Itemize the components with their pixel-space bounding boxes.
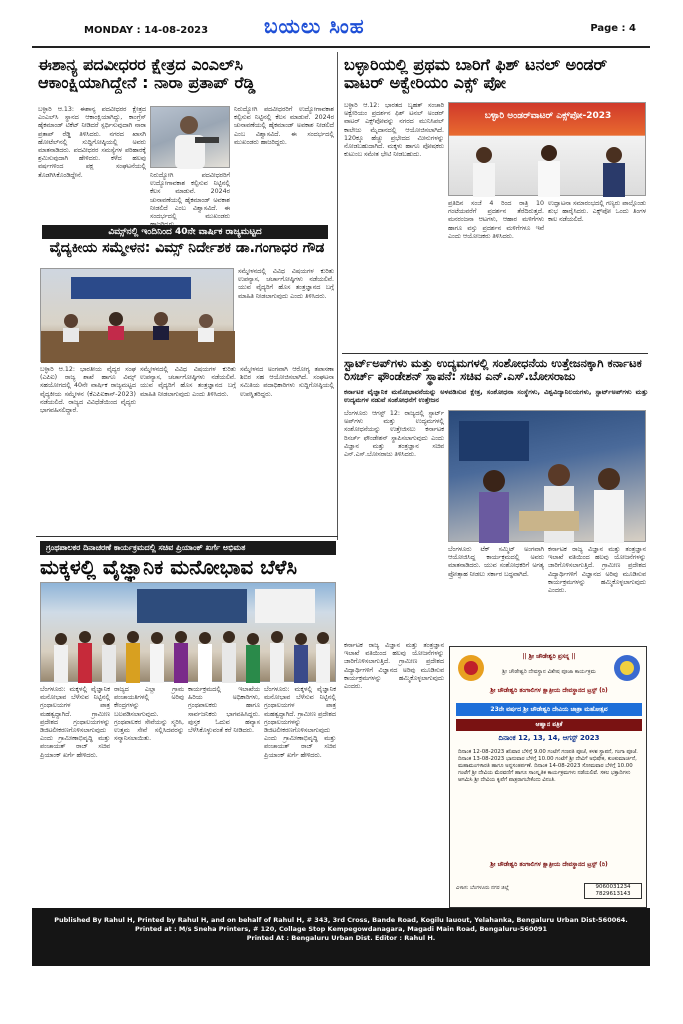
section-divider [342,353,648,354]
imprint-line-publisher: Published By Rahul H, Printed by Rahul H, and on behalf of Rahul H, # 343, 3rd Cross, Bande Road, Kogilu lauout, Yelahanka, Bengaluru Urban Dist-560064. [54,916,628,924]
page-number: Page : 4 [590,23,636,34]
story4-body-col1: ಬೆಂಗಳೂರು ಆಗಸ್ಟ್ 12: ರಾಜ್ಯದಲ್ಲಿ ಸ್ಟಾರ್ಟ್ ಅಪ್‌ಗಳು ಮತ್ತು ಉದ್ಯಮಗಳಲ್ಲಿ ಸಂಶೋಧನೆಯನ್ನು ಉತ್ತೇಜಿಸಲು ಕರ್ನಾಟಕ ರಿಸರ್ಚ್ ಫೌಂಡೇಶನ್ ಸ್ಥಾಪಿಸಲಾಗುವುದು ಎಂದು ವಿಜ್ಞಾನ ಮತ್ತು ತಂತ್ರಜ್ಞಾನ ಸಚಿವ ಎನ್.ಎಸ್.ಬೋಸರಾಜು ತಿಳಿಸಿದರು. [344,410,444,459]
ad-address: ವಿಳಾಸ: ಬೆಂಗಳೂರು ನಗರ ಜಿಲ್ಲೆ [456,885,509,891]
story5-headline: ಮಕ್ಕಳಲ್ಲಿ ವೈಜ್ಞಾನಿಕ ಮನೋಭಾವ ಬೆಳೆಸಿ [40,555,297,579]
story4-body-col2: ಬೆಂಗಳೂರು ಟೆಕ್ ಸಮ್ಮಿಟ್ ಅಂಗವಾಗಿ ಆಯೋಜಿಸಿದ್ದ ಕಾರ್ಯಕ್ರಮದಲ್ಲಿ ಅವರು ಮಾತನಾಡಿದರು. ಯುವ ಸಂಶೋಧಕರಿಗೆ ಅಗತ್ಯ ಪ್ರೋತ್ಸಾಹ ನೀಡಲು ಸರ್ಕಾರ ಬದ್ಧವಾಗಿದೆ. [448,546,544,578]
story3-body-right: ಸಮ್ಮೇಳನದಲ್ಲಿ ವಿವಿಧ ವಿಷಯಗಳ ಕುರಿತು ಉಪನ್ಯಾಸ, ಚರ್ಚಾಗೋಷ್ಠಿಗಳು ನಡೆಯಲಿವೆ. ಯುವ ವೈದ್ಯರಿಗೆ ಹೊಸ ತಂತ್ರಜ್ಞಾನದ ಬಗ್ಗೆ ಮಾಹಿತಿ ನೀಡಲಾಗುವುದು ಎಂದು ತಿಳಿಸಿದರು. [238,268,334,300]
minister-event-icon [449,411,647,543]
ad-footer-trust: ಶ್ರೀ ಚೌಡೇಶ್ವರಿ ತಂಗಾಲಿಗಳ ಕ್ಷಾತ್ರೀಯ ದೇವಸ್ಥಾನದ ಟ್ರಸ್ಟ್ (ರಿ) [490,861,608,868]
story5-photo [40,582,336,682]
story5-body-col3: ಕಾರ್ಯಕ್ರಮದಲ್ಲಿ ಇಲಾಖೆಯ ಹಿರಿಯ ಅಧಿಕಾರಿಗಳು, ಗ್ರಂಥಪಾಲಕರು ಹಾಗೂ ಸಾರ್ವಜನಿಕರು ಭಾಗವಹಿಸಿದ್ದರು. ಪುಸ್ತಕ ಓದುವ ಹವ್ಯಾಸ ಬೆಳೆಸಿಕೊಳ್ಳುವಂತೆ ಕರೆ ನೀಡಿದರು. [188,686,260,735]
conference-photo-icon [41,269,235,363]
ad-subtitle: ಶ್ರೀ ಚೌಡೇಶ್ವರಿ ದೇವಸ್ಥಾನ ವಿಶೇಷ ಪೂಜಾ ಕಾರ್ಯಕ್ರಮ [502,669,596,675]
story1-photo [150,106,230,168]
story2-body-col3: ಉದ್ಘಾಟನಾ ಸಮಾರಂಭದಲ್ಲಿ ಗಣ್ಯರು ಪಾಲ್ಗೊಂಡು ಶುಭ ಹಾರೈಸಿದರು. ಎಕ್ಸ್‌ಪೋ ಒಂದು ತಿಂಗಳ ಕಾಲ ನಡೆಯಲಿದೆ. [548,200,646,224]
ad-festival-bar: 23ನೇ ವರ್ಷದ ಶ್ರೀ ಚೌಡೇಶ್ವರಿ ದೇವಿಯ ಜಾತ್ರಾ ಮಹೋತ್ಸವ [456,703,642,716]
ad-invitation-bar: ಆಹ್ವಾನ ಪತ್ರಿಕೆ [456,719,642,731]
temple-festival-ad [449,646,647,908]
imprint-line-printer: Printed at : M/s Sneha Printers, # 120, Collage Stop Kempegowdanagara, Magadi Main Road, Bengaluru-560091 [134,925,548,933]
story3-body-col3: ಸಮ್ಮೇಳನದ ಅಂಗವಾಗಿ ಆರೋಗ್ಯ ತಪಾಸಣಾ ಶಿಬಿರ ಸಹ ಆಯೋಜಿಸಲಾಗಿದೆ. ಸಂಘಟನಾ ಸಮಿತಿಯ ಪದಾಧಿಕಾರಿಗಳು ಸುದ್ದಿಗೋಷ್ಠಿಯಲ್ಲಿ ಉಪಸ್ಥಿತರಿದ್ದರು. [240,366,334,398]
story2-headline: ಬಳ್ಳಾರಿಯಲ್ಲಿ ಪ್ರಥಮ ಬಾರಿಗೆ ಫಿಶ್ ಟನಲ್ ಅಂಡರ್ ವಾಟರ್ ಅಕ್ವೇರಿಯಂ ಎಕ್ಸ್ ಪೋ [344,55,608,92]
story4-photo [448,410,646,542]
ad-trust-name: ಶ್ರೀ ಚೌಡೇಶ್ವರಿ ತಂಗಾಲಿಗಳ ಕ್ಷಾತ್ರೀಯ ದೇವಸ್ಥಾನದ ಟ್ರಸ್ಟ್ (ರಿ) [490,687,608,694]
ad-program-details: ದಿನಾಂಕ 12-08-2023 ಶನಿವಾರ ಬೆಳಿಗ್ಗೆ 9.00 ಗಂಟೆಗೆ ಗಣಪತಿ ಪೂಜೆ, ಕಳಶ ಸ್ಥಾಪನೆ, ಗಂಗಾ ಪೂಜೆ. ದಿನಾಂಕ 13-08-2023 ಭಾನುವಾರ ಬೆಳಿಗ್ಗೆ 10.00 ಗಂಟೆಗೆ ಶ್ರೀ ದೇವಿಗೆ ಅಭಿಷೇಕ, ಕುಂಕುಮಾರ್ಚನೆ, ಮಹಾಮಂಗಳಾರತಿ ಹಾಗೂ ಅನ್ನಸಂತರ್ಪಣೆ. ದಿನಾಂಕ 14-08-2023 ಸೋಮವಾರ ಬೆಳಿಗ್ಗೆ 10.00 ಗಂಟೆಗೆ ಶ್ರೀ ದೇವಿಯ ಮೆರವಣಿಗೆ ಹಾಗೂ ಸಾಂಸ್ಕೃತಿಕ ಕಾರ್ಯಕ್ರಮಗಳು ನಡೆಯಲಿವೆ. ಸಕಲ ಭಕ್ತಾದಿಗಳು ಆಗಮಿಸಿ ಶ್ರೀ ದೇವಿಯ ಕೃಪೆಗೆ ಪಾತ್ರರಾಗಬೇಕೆಂದು ವಿನಂತಿ. [458,749,638,783]
newspaper-title: ಬಯಲು ಸಿಂಹ [264,14,365,38]
imprint-line-editor: Printed At : Bengaluru Urban Dist. Editor : Rahul H. [246,934,436,942]
story2-photo [448,102,646,196]
story3-body-col2: ಸಮ್ಮೇಳನದಲ್ಲಿ ವಿವಿಧ ವಿಷಯಗಳ ಕುರಿತು ಉಪನ್ಯಾಸ, ಚರ್ಚಾಗೋಷ್ಠಿಗಳು ನಡೆಯಲಿವೆ. ಯುವ ವೈದ್ಯರಿಗೆ ಹೊಸ ತಂತ್ರಜ್ಞಾನದ ಬಗ್ಗೆ ಮಾಹಿತಿ ನೀಡಲಾಗುವುದು ಎಂದು ತಿಳಿಸಿದರು. [140,366,236,398]
story3-headline: ವೈದ್ಯಕೀಯ ಸಮ್ಮೇಳನ: ವಿಮ್ಸ್ ನಿರ್ದೇಶಕ ಡಾ.ಗಂಗಾಧರ ಗೌಡ [49,240,325,256]
ad-header: || ಶ್ರೀ ಚೌಡೇಶ್ವರಿ ಪ್ರಸನ್ನ || [522,653,576,660]
ad-dates: ದಿನಾಂಕ 12, 13, 14, ಆಗಸ್ಟ್ 2023 [498,734,600,742]
story5-body-col1: ಬೆಂಗಳೂರು: ಮಕ್ಕಳಲ್ಲಿ ವೈಜ್ಞಾನಿಕ ಮನೋಭಾವ ಬೆಳೆಸುವ ನಿಟ್ಟಿನಲ್ಲಿ ಗ್ರಂಥಾಲಯಗಳ ಪಾತ್ರ ಮಹತ್ವದ್ದಾಗಿದೆ. ಗ್ರಾಮೀಣ ಪ್ರದೇಶದ ಗ್ರಂಥಾಲಯಗಳನ್ನು ಡಿಜಿಟಲೀಕರಣಗೊಳಿಸಲಾಗುವುದು ಎಂದು ಗ್ರಾಮೀಣಾಭಿವೃದ್ಧಿ ಮತ್ತು ಪಂಚಾಯತ್ ರಾಜ್ ಸಚಿವ ಪ್ರಿಯಾಂಕ್ ಖರ್ಗೆ ಹೇಳಿದರು. [40,686,110,759]
story2-body-col2: ಪ್ರತಿದಿನ ಸಂಜೆ 4 ರಿಂದ ರಾತ್ರಿ 10 ಗಂಟೆಯವರೆಗೆ ಪ್ರದರ್ಶನ ತೆರೆದಿರುತ್ತದೆ. ಮನರಂಜನಾ ಆಟಗಳು, ಆಹಾರ ಮಳಿಗೆಗಳು ಹಾಗೂ ವಸ್ತು ಪ್ರದರ್ಶನ ಮಳಿಗೆಗಳೂ ಇವೆ ಎಂದು ಆಯೋಜಕರು ತಿಳಿಸಿದರು. [448,200,544,240]
story3-body-col1: ಬಳ್ಳಾರಿ ಆ.12: ಭಾರತೀಯ ವೈದ್ಯರ ಸಂಘ (ಎಪಿಐ) ರಾಜ್ಯ ಶಾಖೆ ಹಾಗೂ ವಿಮ್ಸ್ ಸಹಯೋಗದಲ್ಲಿ 40ನೇ ವಾರ್ಷಿಕ ರಾಜ್ಯಮಟ್ಟದ ವೈದ್ಯಕೀಯ ಸಮ್ಮೇಳನ (ಕೆಎಪಿಐಕಾನ್-2023) ನಡೆಯಲಿದೆ. ರಾಜ್ಯದ ವಿವಿಧೆಡೆಯಿಂದ ವೈದ್ಯರು ಭಾಗವಹಿಸಲಿದ್ದಾರೆ. [40,366,136,415]
story4-headline: ಸ್ಟಾರ್ಟ್‌ಅಪ್‌ಗಳು ಮತ್ತು ಉದ್ಯಮಗಳಲ್ಲಿ ಸಂಶೋಧನೆಯ ಉತ್ತೇಜನಕ್ಕಾಗಿ ಕರ್ನಾಟಕ ರಿಸರ್ಚ್ ಫೌಂಡೇಶನ್ ಸ್ಥಾಪನೆ: ಸಚಿವ ಎನ್.ಎಸ್.ಬೋಸರಾಜು [344,356,642,383]
column-divider [337,52,338,540]
story1-body-right: ನಿರುದ್ಯೋಗಿ ಪದವೀಧರರಿಗೆ ಉದ್ಯೋಗಾವಕಾಶ ಕಲ್ಪಿಸುವ ನಿಟ್ಟಿನಲ್ಲಿ ಕೆಲಸ ಮಾಡುವೆ. 2024ರ ಚುನಾವಣೆಯಲ್ಲಿ ಹೈಕಮಾಂಡ್ ಅವಕಾಶ ನೀಡಲಿದೆ ಎಂಬ ವಿಶ್ವಾಸವಿದೆ. ಈ ಸಂದರ್ಭದಲ್ಲಿ ಮುಖಂಡರು ಹಾಜರಿದ್ದರು. [234,106,334,146]
story4-deck: ಕರ್ನಾಟಕ ವೈಜ್ಞಾನಿಕ ಮನೋಭಾವನೆಯನ್ನು ಅಳವಡಿಸುವ ಕ್ಷೇತ್ರ, ಸಂಶೋಧನಾ ಸಂಸ್ಥೆಗಳು, ವಿಶ್ವವಿದ್ಯಾನಿಲಯಗಳು, ಸ್ಟಾರ್ಟ್‌ಅಪ್‌ಗಳು ಮತ್ತು ಉದ್ಯಮಗಳ ನಡುವೆ ಸಂಶೋಧನೆಗೆ ಉತ್ತೇಜನ [344,388,648,405]
story5-body-col4: ಬೆಂಗಳೂರು: ಮಕ್ಕಳಲ್ಲಿ ವೈಜ್ಞಾನಿಕ ಮನೋಭಾವ ಬೆಳೆಸುವ ನಿಟ್ಟಿನಲ್ಲಿ ಗ್ರಂಥಾಲಯಗಳ ಪಾತ್ರ ಮಹತ್ವದ್ದಾಗಿದೆ. ಗ್ರಾಮೀಣ ಪ್ರದೇಶದ ಗ್ರಂಥಾಲಯಗಳನ್ನು ಡಿಜಿಟಲೀಕರಣಗೊಳಿಸಲಾಗುವುದು ಎಂದು ಗ್ರಾಮೀಣಾಭಿವೃದ್ಧಿ ಮತ್ತು ಪಂಚಾಯತ್ ರಾಜ್ ಸಚಿವ ಪ್ರಿಯಾಂಕ್ ಖರ್ಗೆ ಹೇಳಿದರು. [264,686,336,759]
speaker-photo-icon [151,107,231,169]
story5-kicker: ಗ್ರಂಥಪಾಲಕರ ದಿನಾಚರಣೆ ಕಾರ್ಯಕ್ರಮದಲ್ಲಿ ಸಚಿವ ಪ್ರಿಯಾಂಕ್ ಖರ್ಗೆ ಅಭಿಮತ [40,541,336,555]
ad-phone-numbers: 9060031234 7829613143 [584,883,642,899]
story3-kicker: ವಿಮ್ಸ್‌ನಲ್ಲಿ ಇಂದಿನಿಂದ 40ನೇ ವಾರ್ಷಿಕ ರಾಜ್ಯಮಟ್ಟದ [42,225,328,239]
story2-body-col1: ಬಳ್ಳಾರಿ ಆ.12: ಭಾರತದ ಬೃಹತ್ ಸಂಚಾರಿ ಅಕ್ವೇರಿಯಂ ಪ್ರದರ್ಶನ ಫಿಶ್ ಟನಲ್ ಅಂಡರ್ ವಾಟರ್ ಎಕ್ಸ್‌ಪೋವನ್ನು ನಗರದ ಮುನಿಸಿಪಲ್ ಕಾಲೇಜು ಮೈದಾನದಲ್ಲಿ ಆಯೋಜಿಸಲಾಗಿದೆ. 120ಕ್ಕೂ ಹೆಚ್ಚು ಪ್ರಭೇದದ ಮೀನುಗಳನ್ನು ನೋಡಬಹುದಾಗಿದೆ. ಮಕ್ಕಳು ಹಾಗೂ ಪೋಷಕರು ಕುಟುಂಬ ಸಮೇತ ಭೇಟಿ ನೀಡಬಹುದು. [344,102,444,159]
story1-body-left: ಬಳ್ಳಾರಿ ಆ.13: ಈಶಾನ್ಯ ಪದವೀಧರರ ಕ್ಷೇತ್ರದ ಎಂಎಲ್‌ಸಿ ಸ್ಥಾನದ ಆಕಾಂಕ್ಷಿಯಾಗಿದ್ದು, ಕಾಂಗ್ರೆಸ್ ಹೈಕಮಾಂಡ್ ಟಿಕೆಟ್ ನೀಡಿದರೆ ಸ್ಪರ್ಧಿಸುವುದಾಗಿ ನಾರಾ ಪ್ರತಾಪ್ ರೆಡ್ಡಿ ತಿಳಿಸಿದರು. ನಗರದ ಖಾಸಗಿ ಹೋಟೆಲ್‌ನಲ್ಲಿ ಸುದ್ದಿಗೋಷ್ಠಿಯಲ್ಲಿ ಅವರು ಮಾತನಾಡಿದರು. ಪದವೀಧರರ ಸಮಸ್ಯೆಗಳ ಪರಿಹಾರಕ್ಕೆ ಶ್ರಮಿಸುವುದಾಗಿ ಹೇಳಿದರು. ಕಳೆದ ಹಲವು ವರ್ಷಗಳಿಂದ ಪಕ್ಷ ಸಂಘಟನೆಯಲ್ಲಿ ತೊಡಗಿಸಿಕೊಂಡಿದ್ದೇನೆ. [38,106,146,179]
section-divider-left [36,536,338,537]
story4-continued: ಕರ್ನಾಟಕ ರಾಜ್ಯ ವಿಜ್ಞಾನ ಮತ್ತು ತಂತ್ರಜ್ಞಾನ ಇಲಾಖೆ ವತಿಯಿಂದ ಹಲವು ಯೋಜನೆಗಳನ್ನು ಜಾರಿಗೊಳಿಸಲಾಗುತ್ತಿದೆ. ಗ್ರಾಮೀಣ ಪ್ರದೇಶದ ವಿದ್ಯಾರ್ಥಿಗಳಿಗೆ ವಿಜ್ಞಾನದ ಅರಿವು ಮೂಡಿಸುವ ಕಾರ್ಯಕ್ರಮಗಳನ್ನು ಹಮ್ಮಿಕೊಳ್ಳಲಾಗುವುದು ಎಂದರು. [344,642,444,691]
imprint-footer [32,908,650,966]
story1-body-mid: ನಿರುದ್ಯೋಗಿ ಪದವೀಧರರಿಗೆ ಉದ್ಯೋಗಾವಕಾಶ ಕಲ್ಪಿಸುವ ನಿಟ್ಟಿನಲ್ಲಿ ಕೆಲಸ ಮಾಡುವೆ. 2024ರ ಚುನಾವಣೆಯಲ್ಲಿ ಹೈಕಮಾಂಡ್ ಅವಕಾಶ ನೀಡಲಿದೆ ಎಂಬ ವಿಶ್ವಾಸವಿದೆ. ಈ ಸಂದರ್ಭದಲ್ಲಿ ಮುಖಂಡರು [150,172,230,221]
group-photo-icon [41,583,337,683]
story5-body-col2: ರಾಜ್ಯದ ಎಲ್ಲಾ ಗ್ರಾಮ ಪಂಚಾಯತಿಗಳಲ್ಲಿ ಅರಿವು ಕೇಂದ್ರಗಳನ್ನು ಬಲಪಡಿಸಲಾಗುವುದು. ಗ್ರಂಥಪಾಲಕರ ಸೇವೆಯನ್ನು ಸ್ಮರಿಸಿ, ಉತ್ತಮ ಸೇವೆ ಸಲ್ಲಿಸಿದವರನ್ನು ಸನ್ಮಾನಿಸಲಾಯಿತು. [114,686,184,743]
story3-photo [40,268,234,362]
expo-banner-text: ಬಳ್ಳಾರಿ ಅಂಡರ್‌ವಾಟರ್ ಎಕ್ಸ್‌ಪೋ-2023 [484,111,612,121]
expo-guests-icon [449,103,647,197]
newspaper-page [32,8,650,1008]
story4-body-col3: ಕರ್ನಾಟಕ ರಾಜ್ಯ ವಿಜ್ಞಾನ ಮತ್ತು ತಂತ್ರಜ್ಞಾನ ಇಲಾಖೆ ವತಿಯಿಂದ ಹಲವು ಯೋಜನೆಗಳನ್ನು ಜಾರಿಗೊಳಿಸಲಾಗುತ್ತಿದೆ. ಗ್ರಾಮೀಣ ಪ್ರದೇಶದ ವಿದ್ಯಾರ್ಥಿಗಳಿಗೆ ವಿಜ್ಞಾನದ ಅರಿವು ಮೂಡಿಸುವ ಕಾರ್ಯಕ್ರಮಗಳನ್ನು ಹಮ್ಮಿಕೊಳ್ಳಲಾಗುವುದು ಎಂದರು. [548,546,646,595]
masthead [32,8,650,48]
issue-date: MONDAY : 14-08-2023 [84,25,209,36]
story1-headline: ಈಶಾನ್ಯ ಪದವೀಧರರ ಕ್ಷೇತ್ರದ ಎಂಎಲ್‌ಸಿ ಆಕಾಂಕ್ಷಿಯಾಗಿದ್ದೇನೆ : ನಾರಾ ಪ್ರತಾಪ್ ರೆಡ್ಡಿ [38,55,256,92]
